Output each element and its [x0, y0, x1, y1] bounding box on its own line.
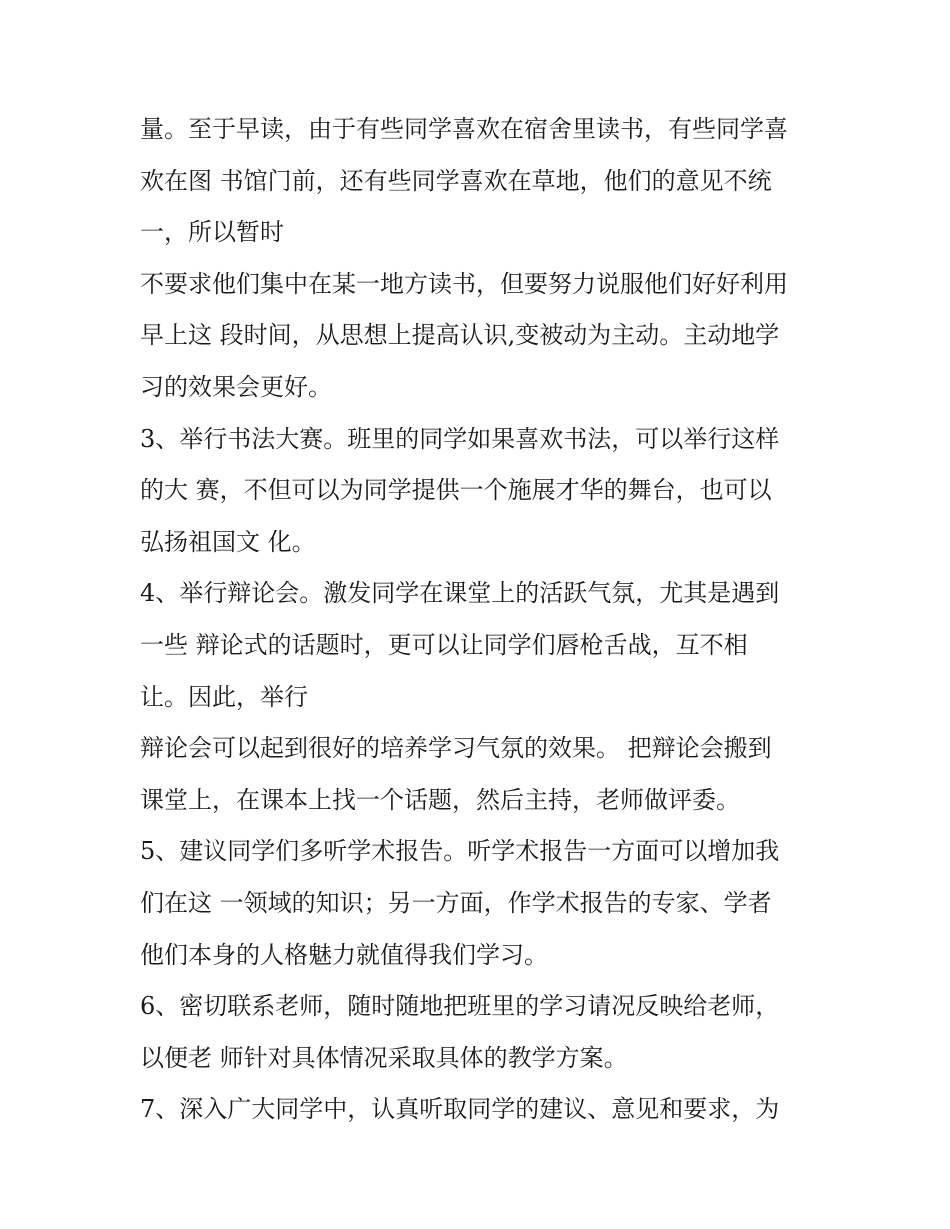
- text-line: 早上这 段时间，从思想上提高认识,变被动为主动。主动地学: [140, 321, 780, 350]
- text-line: 课堂上，在课本上找一个话题，然后主持，老师做评委。: [140, 785, 740, 814]
- text-line: 习的效果会更好。: [140, 372, 332, 401]
- text-line: 一些 辩论式的话题时，更可以让同学们唇枪舌战，互不相: [140, 630, 748, 659]
- text-line: 以便老 师针对具体情况采取具体的教学方案。: [140, 1043, 628, 1072]
- text-line: 他们本身的人格魅力就值得我们学习。: [140, 940, 548, 969]
- text-line: 不要求他们集中在某一地方读书，但要努力说服他们好好利用: [140, 269, 788, 298]
- text-line: 的大 赛，不但可以为同学提供一个施展才华的舞台，也可以: [140, 476, 772, 505]
- text-line: 4、举行辩论会。激发同学在课堂上的活跃气氛，尤其是遇到: [140, 579, 780, 608]
- text-line: 5、建议同学们多听学术报告。听学术报告一方面可以增加我: [140, 837, 780, 866]
- text-line: 们在这 一领域的知识；另一方面，作学术报告的专家、学者: [140, 888, 772, 917]
- text-line: 量。至于早读，由于有些同学喜欢在宿舍里读书，有些同学喜: [140, 115, 788, 143]
- text-line: 弘扬祖国文 化。: [140, 527, 316, 556]
- document-body: [140, 104, 820, 1136]
- text-line: 辩论会可以起到很好的培养学习气氛的效果。 把辩论会搬到: [140, 734, 772, 763]
- text-line: 让。因此，举行: [140, 682, 308, 711]
- text-line: 欢在图 书馆门前，还有些同学喜欢在草地，他们的意见不统: [140, 166, 772, 195]
- text-line: 一，所以暂时: [140, 218, 284, 247]
- text-line: 3、举行书法大赛。班里的同学如果喜欢书法，可以举行这样: [140, 424, 780, 453]
- text-line: 6、密切联系老师，随时随地把班里的学习请况反映给老师，: [140, 992, 780, 1021]
- text-line: 7、深入广大同学中，认真听取同学的建议、意见和要求，为: [140, 1095, 780, 1124]
